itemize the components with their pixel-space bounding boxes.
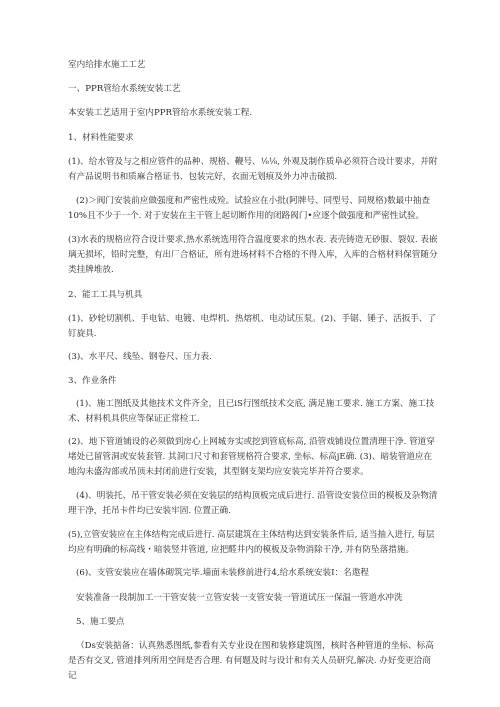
paragraph-materials-3: (3)水表的规格应符合设计要求,热水系统选用符合温度要求的热水表. 表壳铸造无砂服、裂奴. 表嵌璃无损坏，铅时完整，有出厂合格证，所有进场材料不合格的不得入库，入库的合格材料保管随分类挂牌堆放. (68, 235, 438, 275)
paragraph-key-points-1: （Ds安装掂备：认真熟悉图纸,参看有关专业设在图和装修建筑图，核时各种管道的坐标、标高是否有交叉, 管道排列所用空间是否合理. 有何题及时与设计和有关人员研究,解决. 办好变更洽商记 (68, 641, 434, 681)
paragraph-conditions-4: (5),立管安装应在主体结构完成后进行. 高层建筑在主体结构达到安装条件后, 适当抽入进行, 每层均应有明确的标高线・暗装竖井管道, 应把醛井内的模板及杂物消除干净, 并有防坠落措施。 (68, 530, 435, 555)
section-heading: 一、PPR管给水系统安装工艺 (68, 84, 181, 94)
paragraph-tools-1: (1)、砂轮切割机、手电钻、电镀、电焊机、热熔机、电动试压泵。(2)、手锯、锤子、活扳手、了钉旋具. (68, 314, 437, 339)
paragraph-conditions-5: (6)、支管安装应在墙体砌筑完毕.墙面未装修前进行4,给水系统安装I：名遨程 (76, 568, 369, 578)
paragraph-tools-2: (3)、水平尺、线坠、钢卷尺、压力表. (68, 352, 212, 362)
subheading-tools: 2、能工工具与机具 (68, 290, 143, 300)
paragraph-materials-2: (2)＞阀门安装前应做强度和严密性成殓。试验应在小批(阿牌号、同型号、同规格)数最中抽查10%且不少于一个. 对于安装在主干管上起切断作用的闭路阀门•应逐个做强度和严密性试验。 (68, 196, 431, 221)
subheading-materials: 1、材料性能要求 (68, 133, 134, 143)
paragraph-conditions-3: (4)、明装托、吊干管安装必须在安装层的结构顶板完成后进行. 沿管设安装位田的模板及杂物清理干净，托吊卡件均已安装牢固. 位置正确. (68, 491, 438, 516)
document-title: 室内给排水施工工艺 (68, 60, 146, 70)
process-flow: 安装准备一段制加工一干管安装一立管安装一支管安装一管道试压一保温一管道水冲洗 (76, 593, 403, 603)
paragraph-materials-1: (1)、给水管及与之相应管件的品种、规格、鞭号、⅛⅛, 外观及制作质阜必须符合设计要求，并附有产品说明书和质麻合格证书、包装完好，衣面无划痕及外力冲击破损. (68, 157, 438, 182)
subheading-conditions: 3、作业条件 (68, 376, 117, 386)
intro-paragraph: 本安装工艺适用于室内PPR管给水系统安装工程. (68, 108, 253, 118)
paragraph-conditions-2: (2)、地下管道铺设的必须做到房心上网城夯实或挖到管底标高, 沿管戏铺设位置清理干净. 管道穿堵处已留管洞或安装套管. 其洞口尺寸和套管规格符合要求, 坐标、标高jE确. (3)、暗装管道应在地沟未盛沟部或吊顶未封闭前进行安装，其型钢支架均应安装完毕并符合要求。 (68, 437, 435, 477)
paragraph-conditions-1: (1)、施工图纸及其他技术文件齐全，且已iS行图纸技术交底, 满足施工要求. 施工方案、施工技术、材料机具供应等保证正常检工. (68, 399, 435, 424)
subheading-key-points: 5、施工要点 (76, 617, 125, 627)
